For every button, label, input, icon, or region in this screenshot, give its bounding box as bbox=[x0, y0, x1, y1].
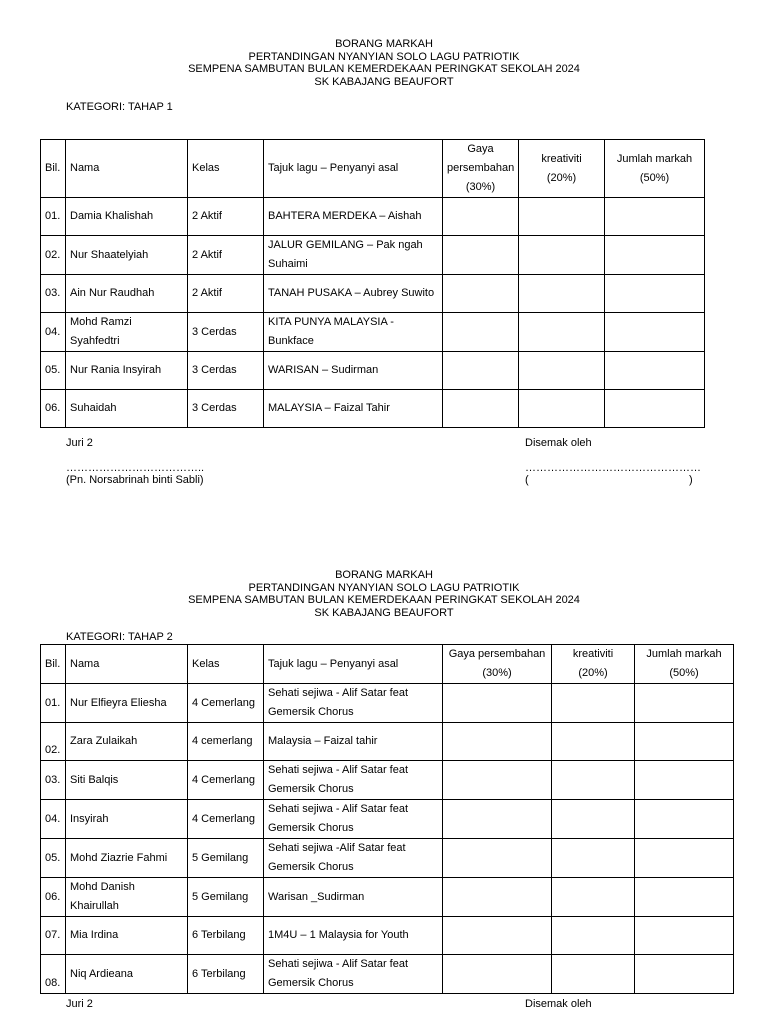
cell-kreativiti-score[interactable] bbox=[552, 955, 635, 994]
cell-bil: 02. bbox=[41, 723, 66, 761]
cell-gaya-score[interactable] bbox=[443, 723, 552, 761]
cell-tajuk-line1: KITA PUNYA MALAYSIA - bbox=[268, 316, 394, 328]
cell-tajuk-line2: Gemersik Chorus bbox=[268, 783, 354, 795]
table-row bbox=[41, 198, 705, 236]
kategori-label: KATEGORI: TAHAP 1 bbox=[66, 101, 173, 113]
cell-gaya-score[interactable] bbox=[443, 878, 552, 917]
cell-jumlah-score[interactable] bbox=[635, 839, 734, 878]
checker-name-open: ( bbox=[525, 474, 529, 486]
table-row bbox=[41, 878, 734, 917]
col-kreativiti bbox=[552, 645, 635, 684]
cell-nama bbox=[66, 352, 188, 390]
competition-title: PERTANDINGAN NYANYIAN SOLO LAGU PATRIOTIK bbox=[248, 581, 520, 594]
cell-nama bbox=[66, 878, 188, 917]
cell-tajuk-line1: WARISAN – Sudirman bbox=[268, 364, 379, 376]
cell-kelas: 4 Cemerlang bbox=[188, 761, 264, 800]
form-title: BORANG MARKAH bbox=[335, 569, 433, 581]
cell-bil: 05. bbox=[41, 352, 66, 390]
cell-kreativiti-score[interactable] bbox=[552, 878, 635, 917]
cell-kelas: 4 cemerlang bbox=[188, 723, 264, 761]
school-name: SK KABAJANG BEAUFORT bbox=[314, 606, 454, 619]
cell-tajuk-line2: Gemersik Chorus bbox=[268, 977, 354, 989]
table-row bbox=[41, 352, 705, 390]
cell-jumlah-score[interactable] bbox=[635, 761, 734, 800]
cell-nama bbox=[66, 236, 188, 275]
col-nama: Nama bbox=[66, 140, 188, 198]
col-kreativiti bbox=[519, 140, 605, 198]
cell-nama bbox=[66, 684, 188, 723]
cell-tajuk bbox=[264, 275, 443, 313]
table-row bbox=[41, 723, 734, 761]
cell-tajuk bbox=[264, 390, 443, 428]
cell-kelas: 2 Aktif bbox=[188, 236, 264, 275]
col-kreativiti-line2: (20%) bbox=[546, 171, 577, 184]
cell-nama bbox=[66, 390, 188, 428]
score-table-tahap-1 bbox=[40, 139, 705, 428]
juri-name: (Pn. Norsabrinah binti Sabli) bbox=[66, 474, 204, 486]
col-gaya-line1: Gaya bbox=[467, 143, 494, 155]
col-kreativiti-line2: (20%) bbox=[578, 667, 608, 679]
cell-tajuk bbox=[264, 684, 443, 723]
cell-tajuk-line2: Gemersik Chorus bbox=[268, 861, 354, 873]
disemak-label: Disemak oleh bbox=[525, 998, 592, 1010]
col-tajuk: Tajuk lagu – Penyanyi asal bbox=[264, 140, 443, 198]
cell-gaya-score[interactable] bbox=[443, 352, 519, 390]
col-bil: Bil. bbox=[41, 645, 66, 684]
cell-nama-line2: Syahfedtri bbox=[70, 335, 120, 347]
cell-tajuk bbox=[264, 761, 443, 800]
cell-tajuk-line2: Gemersik Chorus bbox=[268, 706, 354, 718]
disemak-label: Disemak oleh bbox=[525, 437, 592, 449]
table-row bbox=[41, 800, 734, 839]
score-table-tahap-2 bbox=[40, 644, 734, 994]
cell-tajuk-line1: Warisan _Sudirman bbox=[268, 890, 365, 903]
cell-tajuk-line1: Sehati sejiwa - Alif Satar feat bbox=[268, 958, 409, 970]
col-kelas: Kelas bbox=[188, 140, 264, 198]
col-gaya-line2: persembahan bbox=[447, 162, 515, 174]
cell-nama-line1: Mohd Danish bbox=[70, 881, 135, 893]
cell-bil: 07. bbox=[41, 917, 66, 955]
cell-tajuk-line1: Sehati sejiwa - Alif Satar feat bbox=[268, 687, 409, 699]
cell-tajuk-line2: Suhaimi bbox=[268, 258, 308, 270]
col-gaya bbox=[443, 645, 552, 684]
cell-bil: 03. bbox=[41, 761, 66, 800]
cell-kelas: 2 Aktif bbox=[188, 198, 264, 236]
table-row bbox=[41, 955, 734, 994]
cell-nama bbox=[66, 198, 188, 236]
cell-kreativiti-score[interactable] bbox=[552, 723, 635, 761]
table-row bbox=[41, 236, 705, 275]
cell-kelas: 3 Cerdas bbox=[188, 390, 264, 428]
col-kelas: Kelas bbox=[188, 645, 264, 684]
cell-gaya-score[interactable] bbox=[443, 684, 552, 723]
cell-nama-line2: Khairullah bbox=[70, 900, 119, 912]
cell-tajuk-line2: Bunkface bbox=[268, 335, 314, 347]
cell-gaya-score[interactable] bbox=[443, 839, 552, 878]
table-row bbox=[41, 839, 734, 878]
cell-kelas: 4 Cemerlang bbox=[188, 684, 264, 723]
cell-nama bbox=[66, 839, 188, 878]
cell-kelas: 3 Cerdas bbox=[188, 313, 264, 352]
cell-kreativiti-score[interactable] bbox=[552, 761, 635, 800]
cell-gaya-score[interactable] bbox=[443, 800, 552, 839]
cell-nama-line1: Mohd Ziazrie Fahmi bbox=[70, 851, 168, 864]
cell-bil: 06. bbox=[41, 878, 66, 917]
cell-bil: 06. bbox=[41, 390, 66, 428]
cell-kreativiti-score[interactable] bbox=[519, 275, 605, 313]
cell-tajuk bbox=[264, 313, 443, 352]
cell-gaya-score[interactable] bbox=[443, 236, 519, 275]
cell-kelas: 5 Gemilang bbox=[188, 878, 264, 917]
cell-bil: 08. bbox=[41, 955, 66, 994]
cell-tajuk bbox=[264, 352, 443, 390]
cell-jumlah-score[interactable] bbox=[605, 352, 705, 390]
cell-nama-line1: Damia Khalishah bbox=[70, 210, 154, 222]
checker-name-close: ) bbox=[689, 474, 693, 486]
cell-tajuk bbox=[264, 839, 443, 878]
cell-kreativiti-score[interactable] bbox=[519, 198, 605, 236]
signature-line-right: ………………………………………… bbox=[525, 462, 701, 474]
col-tajuk: Tajuk lagu – Penyanyi asal bbox=[264, 645, 443, 684]
section1-header bbox=[0, 38, 768, 88]
cell-jumlah-score[interactable] bbox=[605, 313, 705, 352]
kategori-label: KATEGORI: TAHAP 2 bbox=[66, 631, 173, 643]
cell-tajuk bbox=[264, 723, 443, 761]
col-gaya bbox=[443, 140, 519, 198]
col-jumlah-line1: Jumlah markah bbox=[616, 152, 693, 165]
cell-gaya-score[interactable] bbox=[443, 955, 552, 994]
col-jumlah-line1: Jumlah markah bbox=[646, 648, 722, 660]
cell-kreativiti-score[interactable] bbox=[519, 236, 605, 275]
cell-gaya-score[interactable] bbox=[443, 313, 519, 352]
cell-bil: 04. bbox=[41, 313, 66, 352]
cell-kelas: 6 Terbilang bbox=[188, 955, 264, 994]
cell-nama-line1: Insyirah bbox=[70, 812, 109, 825]
cell-tajuk bbox=[264, 198, 443, 236]
cell-jumlah-score[interactable] bbox=[605, 275, 705, 313]
cell-kelas: 6 Terbilang bbox=[188, 917, 264, 955]
cell-gaya-score[interactable] bbox=[443, 761, 552, 800]
cell-tajuk-line1: MALAYSIA – Faizal Tahir bbox=[268, 402, 390, 414]
cell-bil: 01. bbox=[41, 198, 66, 236]
col-gaya-line3: (30%) bbox=[465, 181, 496, 193]
cell-jumlah-score[interactable] bbox=[635, 955, 734, 994]
cell-kelas: 4 Cemerlang bbox=[188, 800, 264, 839]
form-title: BORANG MARKAH bbox=[335, 38, 433, 50]
cell-tajuk bbox=[264, 955, 443, 994]
cell-nama bbox=[66, 917, 188, 955]
cell-bil: 01. bbox=[41, 684, 66, 723]
col-kreativiti-line1: kreativiti bbox=[541, 152, 582, 165]
event-title: SEMPENA SAMBUTAN BULAN KEMERDEKAAN PERINGKAT SEKOLAH 2024 bbox=[188, 594, 580, 606]
cell-gaya-score[interactable] bbox=[443, 917, 552, 955]
cell-kreativiti-score[interactable] bbox=[519, 352, 605, 390]
cell-gaya-score[interactable] bbox=[443, 390, 519, 428]
cell-tajuk-line1: JALUR GEMILANG – Pak ngah bbox=[268, 239, 423, 251]
cell-tajuk-line1: TANAH PUSAKA – Aubrey Suwito bbox=[268, 287, 435, 299]
cell-jumlah-score[interactable] bbox=[635, 723, 734, 761]
cell-tajuk-line1: Sehati sejiwa - Alif Satar feat bbox=[268, 803, 409, 815]
cell-tajuk-line1: 1M4U – 1 Malaysia for Youth bbox=[268, 929, 409, 941]
col-gaya-line1: Gaya persembahan bbox=[448, 648, 546, 660]
cell-tajuk bbox=[264, 800, 443, 839]
col-bil: Bil. bbox=[41, 140, 66, 198]
signature-line-left: ……………………………….. bbox=[66, 462, 205, 474]
cell-tajuk-line1: BAHTERA MERDEKA – Aishah bbox=[268, 210, 422, 222]
cell-kreativiti-score[interactable] bbox=[519, 390, 605, 428]
cell-nama-line1: Nur Elfieyra Eliesha bbox=[70, 696, 167, 709]
cell-jumlah-score[interactable] bbox=[605, 198, 705, 236]
col-kreativiti-line1: kreativiti bbox=[572, 648, 614, 660]
cell-kreativiti-score[interactable] bbox=[552, 917, 635, 955]
event-title: SEMPENA SAMBUTAN BULAN KEMERDEKAAN PERINGKAT SEKOLAH 2024 bbox=[188, 63, 580, 75]
table-row bbox=[41, 684, 734, 723]
cell-nama-line1: Zara Zulaikah bbox=[70, 735, 138, 747]
table-row bbox=[41, 313, 705, 352]
table-header-row bbox=[41, 140, 705, 198]
cell-jumlah-score[interactable] bbox=[605, 390, 705, 428]
col-jumlah-line2: (50%) bbox=[639, 171, 670, 184]
cell-kreativiti-score[interactable] bbox=[552, 800, 635, 839]
juri-label: Juri 2 bbox=[66, 437, 93, 449]
cell-tajuk-line1: Sehati sejiwa - Alif Satar feat bbox=[268, 764, 409, 776]
section2-header bbox=[0, 569, 768, 619]
cell-bil: 04. bbox=[41, 800, 66, 839]
cell-nama bbox=[66, 761, 188, 800]
cell-bil: 03. bbox=[41, 275, 66, 313]
col-gaya-line2: (30%) bbox=[482, 667, 512, 679]
cell-kelas: 5 Gemilang bbox=[188, 839, 264, 878]
cell-kreativiti-score[interactable] bbox=[552, 684, 635, 723]
table-header-row bbox=[41, 645, 734, 684]
cell-nama-line1: Siti Balqis bbox=[70, 773, 119, 786]
cell-nama bbox=[66, 723, 188, 761]
col-jumlah bbox=[635, 645, 734, 684]
cell-jumlah-score[interactable] bbox=[635, 878, 734, 917]
cell-nama bbox=[66, 313, 188, 352]
cell-nama-line1: Mia Irdina bbox=[70, 929, 119, 941]
cell-kelas: 2 Aktif bbox=[188, 275, 264, 313]
cell-nama-line1: Nur Shaatelyiah bbox=[70, 248, 149, 261]
competition-title: PERTANDINGAN NYANYIAN SOLO LAGU PATRIOTIK bbox=[248, 50, 520, 63]
col-jumlah bbox=[605, 140, 705, 198]
cell-bil: 05. bbox=[41, 839, 66, 878]
cell-tajuk bbox=[264, 917, 443, 955]
cell-gaya-score[interactable] bbox=[443, 275, 519, 313]
cell-nama-line1: Ain Nur Raudhah bbox=[70, 287, 155, 299]
cell-tajuk-line2: Gemersik Chorus bbox=[268, 822, 354, 834]
cell-gaya-score[interactable] bbox=[443, 198, 519, 236]
cell-jumlah-score[interactable] bbox=[635, 800, 734, 839]
cell-kreativiti-score[interactable] bbox=[552, 839, 635, 878]
cell-nama bbox=[66, 275, 188, 313]
cell-nama-line1: Mohd Ramzi bbox=[70, 316, 132, 328]
table-row bbox=[41, 275, 705, 313]
school-name: SK KABAJANG BEAUFORT bbox=[314, 75, 454, 88]
col-nama: Nama bbox=[66, 645, 188, 684]
cell-tajuk bbox=[264, 236, 443, 275]
cell-nama-line1: Suhaidah bbox=[70, 402, 117, 414]
cell-jumlah-score[interactable] bbox=[635, 684, 734, 723]
juri-label: Juri 2 bbox=[66, 998, 93, 1010]
cell-nama bbox=[66, 955, 188, 994]
table-row bbox=[41, 917, 734, 955]
cell-jumlah-score[interactable] bbox=[635, 917, 734, 955]
cell-jumlah-score[interactable] bbox=[605, 236, 705, 275]
cell-kelas: 3 Cerdas bbox=[188, 352, 264, 390]
cell-bil: 02. bbox=[41, 236, 66, 275]
table-row bbox=[41, 761, 734, 800]
cell-nama-line1: Nur Rania Insyirah bbox=[70, 364, 162, 376]
table-row bbox=[41, 390, 705, 428]
cell-nama bbox=[66, 800, 188, 839]
cell-kreativiti-score[interactable] bbox=[519, 313, 605, 352]
cell-nama-line1: Niq Ardieana bbox=[70, 967, 133, 980]
cell-tajuk-line1: Sehati sejiwa -Alif Satar feat bbox=[268, 842, 406, 854]
cell-tajuk bbox=[264, 878, 443, 917]
cell-tajuk-line1: Malaysia – Faizal tahir bbox=[268, 735, 378, 747]
col-jumlah-line2: (50%) bbox=[669, 667, 699, 679]
